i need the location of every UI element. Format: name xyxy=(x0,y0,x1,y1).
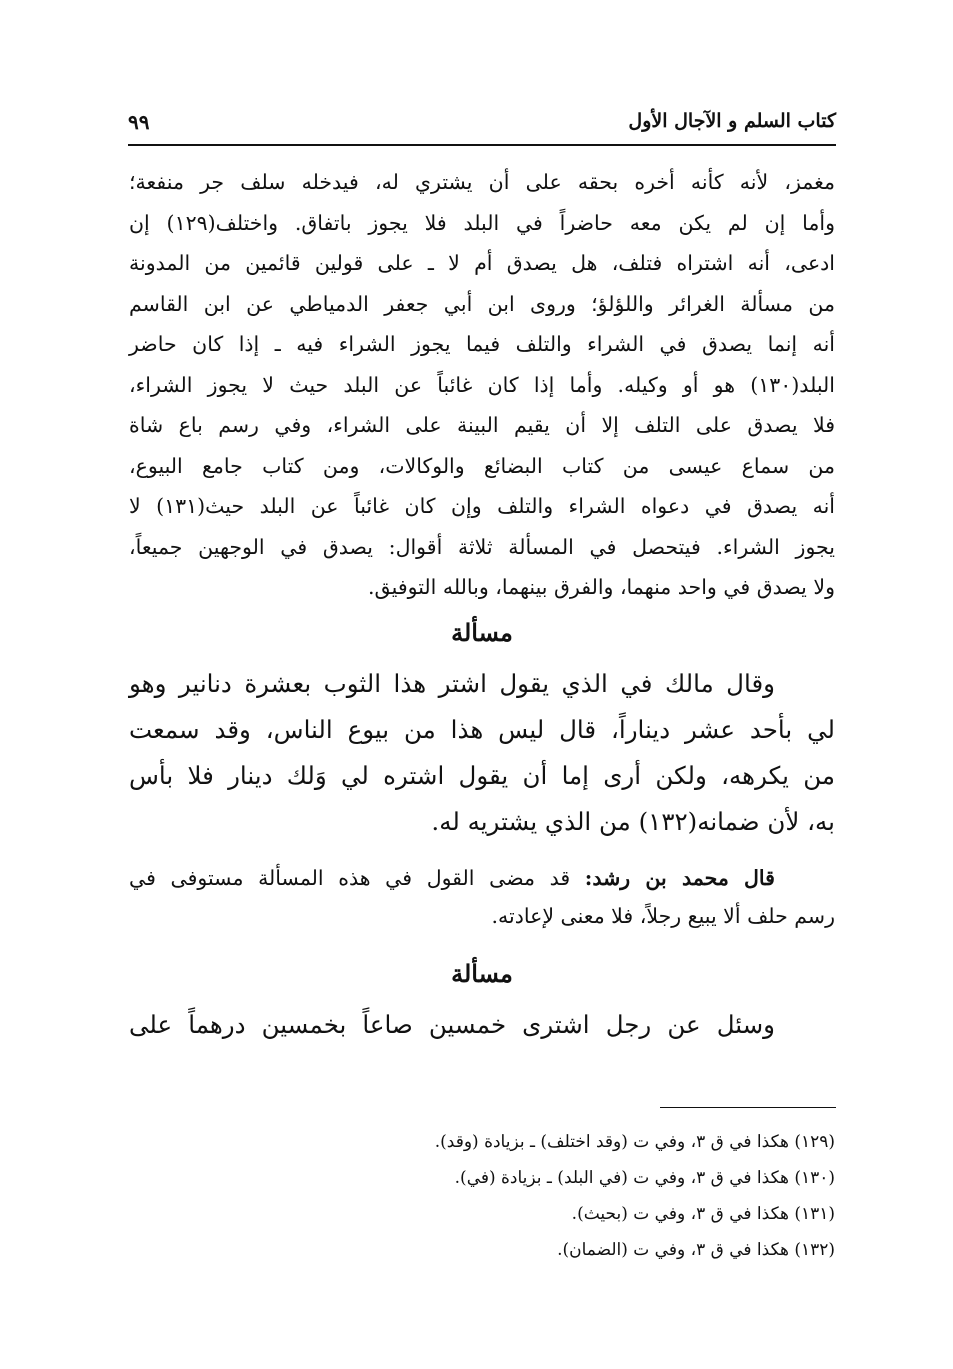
paragraph-4 xyxy=(129,1002,835,1048)
section-heading: مسألة xyxy=(451,958,513,988)
text-line: لي بأحد عشر ديناراً، قال ليس هذا من بيوع الناس، وقد سمعت xyxy=(129,714,835,744)
footnote: (١٢٩) هكذا في ق ٣، وفي ت (وقد اختلف) ـ بزيادة (وقد). xyxy=(434,1132,835,1152)
text-line: البلد(١٣٠) هو أو وكيله. وأما إذا كان غائباً عن البلد حيث لا يجوز الشراء، xyxy=(129,372,835,397)
text-line: وأما إن لم يكن معه حاضراً في البلد فلا يجوز باتفاق. واختلف(١٢٩) إن xyxy=(129,210,835,235)
footnote: (١٣٢) هكذا في ق ٣، وفي ت (الضمان). xyxy=(557,1240,835,1260)
commentary-text: قد مضى القول في هذه المسألة مستوفى في xyxy=(129,865,585,890)
text-line: ادعى، أنه اشتراه فتلف، هل يصدق أم لا ـ على قولين قائمين من المدونة xyxy=(129,251,835,275)
footnote-separator xyxy=(660,1107,836,1108)
text-line: ولا يصدق في واحد منهما، والفرق بينهما، وبالله التوفيق. xyxy=(368,575,835,599)
paragraph-2 xyxy=(129,661,835,845)
text-line: أنه يصدق في دعواه الشراء والتلف وإن كان غائباً عن البلد حيث(١٣١) لا xyxy=(129,494,835,518)
running-header xyxy=(128,108,836,146)
footnote: (١٣١) هكذا في ق ٣، وفي ت (بحيث). xyxy=(571,1204,835,1224)
text-line: يجوز الشراء. فيتحصل في المسألة ثلاثة أقوال: يصدق في الوجهين جميعاً، xyxy=(129,534,835,559)
text-line: به، لأن ضمانه(١٣٢) من الذي يشتريه له. xyxy=(431,806,835,836)
text-line: وقال مالك في الذي يقول اشتر هذا الثوب بعشرة دنانير وهو xyxy=(129,668,775,698)
paragraph-1 xyxy=(129,162,835,608)
text-line: أنه إنما يصدق في الشراء والتلف فيما يجوز الشراء فيه ـ إذا كان حاضر xyxy=(129,332,835,356)
paragraph-3 xyxy=(129,859,835,935)
section-heading: مسألة xyxy=(451,617,513,647)
text-line: رسم حلف ألا يبيع رجلاً، فلا معنى لإعادته. xyxy=(491,903,835,928)
header-title: كتاب السلم و الآجال الأول xyxy=(628,110,836,132)
footnote: (١٣٠) هكذا في ق ٣، وفي ت (في البلد) ـ بزيادة (في). xyxy=(454,1168,835,1188)
text-line: من سماع عيسى من كتاب البضائع والوكالات، ومن كتاب جامع البيوع، xyxy=(129,453,835,478)
footnotes xyxy=(129,1124,835,1268)
commentary-lead: قال محمد بن رشد: xyxy=(584,865,775,890)
text-line xyxy=(129,859,835,897)
text-line: مغمز، لأنه كأنه أخره بحقه على أن يشتري له، فيدخله سلف جر منفعة؛ xyxy=(129,170,835,194)
text-line: من يكرهه، ولكن أرى إما أن يقول اشتره لي وَلك دينار فلا بأس xyxy=(129,760,835,790)
page-number: ٩٩ xyxy=(128,110,150,134)
text-line: وسئل عن رجل اشترى خمسين صاعاً بخمسين درهماً على xyxy=(129,1009,775,1039)
main-text xyxy=(129,162,835,1048)
text-line: فلا يصدق على التلف إلا أن يقيم البينة على الشراء، وفي رسم باع شاة xyxy=(129,413,835,437)
text-line: من مسألة الغرائر واللؤلؤ؛ وروى ابن أبي جعفر الدمياطي عن ابن القاسم xyxy=(129,291,835,316)
